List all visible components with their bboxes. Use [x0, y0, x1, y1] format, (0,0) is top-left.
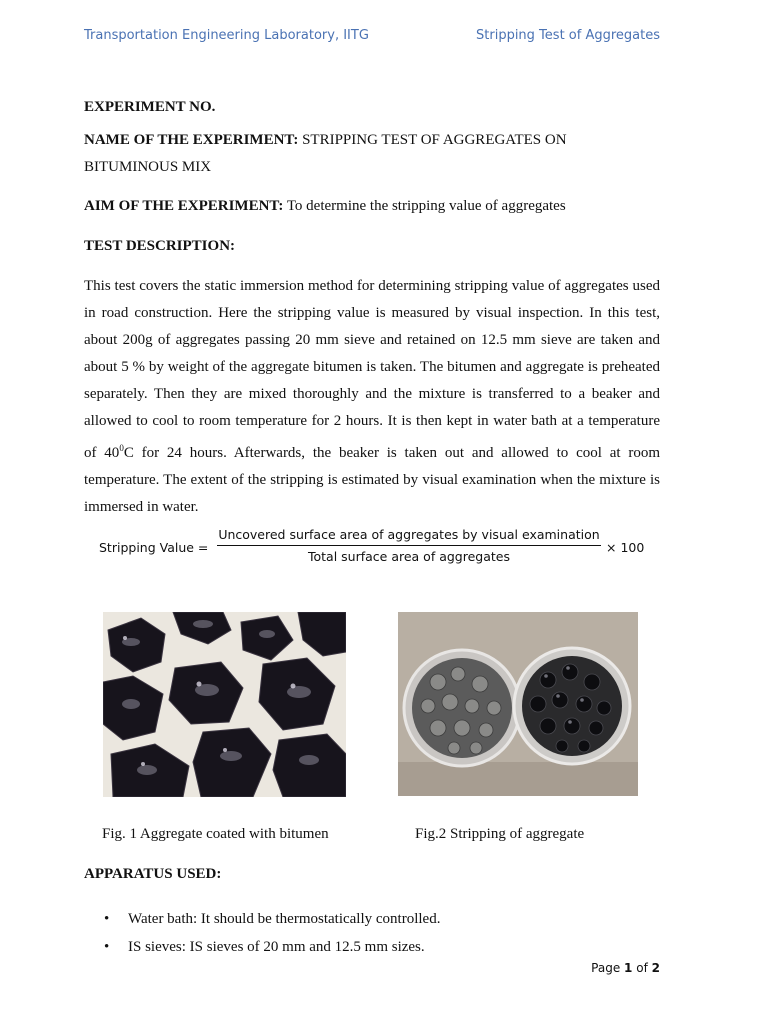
apparatus-list: [84, 905, 660, 961]
figure-1-caption: Fig. 1 Aggregate coated with bitumen: [102, 826, 329, 842]
header-lab-name: Transportation Engineering Laboratory, IITG: [84, 28, 369, 43]
experiment-name-value-cont: BITUMINOUS MIX: [84, 159, 212, 175]
formula-rhs: × 100: [606, 540, 645, 555]
experiment-no-label: EXPERIMENT NO.: [84, 99, 216, 115]
figure-aggregate-coated-image: [103, 612, 346, 797]
bullet-icon: •: [104, 911, 110, 927]
bullet-icon: •: [104, 939, 110, 955]
test-description-text-b: C for 24 hours. Afterwards, the beaker is taken out and allowed to cool at room temperature. The extent of the stripping is estimated by visual examination when the mixture is immersed in water.: [84, 445, 660, 515]
experiment-name-label: NAME OF THE EXPERIMENT:: [84, 132, 299, 148]
document-body: [84, 94, 660, 521]
aim-label: AIM OF THE EXPERIMENT:: [84, 198, 284, 214]
page-header: [84, 28, 660, 48]
formula-numerator: Uncovered surface area of aggregates by visual examination: [217, 527, 601, 546]
apparatus-item-water-bath: Water bath: It should be thermostatically controlled.: [128, 911, 441, 927]
page-label: Page: [591, 961, 621, 975]
aim-value: To determine the stripping value of aggregates: [286, 198, 566, 214]
stripping-value-formula: [99, 524, 659, 570]
test-description-text-a: This test covers the static immersion method for determining stripping value of aggregates used in road construction. Here the stripping value is measured by visual inspection. In this test, about 200g of aggregates passing 20 mm sieve and retained on 12.5 mm sieve are taken and about 5 % by weight of the aggregate bitumen is taken. The bitumen and aggregate is preheated separately. Then they are mixed thoroughly and the mixture is transferred to a beaker and allowed to cool to room temperature for 2 hours. It is then kept in water bath at a temperature of 40: [84, 278, 660, 461]
stripping-aggregate-photo: [398, 612, 638, 796]
list-item: [84, 933, 660, 961]
experiment-aim: [84, 193, 660, 220]
header-test-title: Stripping Test of Aggregates: [476, 28, 660, 43]
formula-fraction: [217, 527, 601, 564]
test-description-paragraph: [84, 273, 660, 521]
coated-aggregate-photo: [103, 612, 346, 797]
test-description-heading: TEST DESCRIPTION:: [84, 238, 236, 254]
experiment-name: [84, 127, 660, 181]
formula-lhs: Stripping Value =: [99, 540, 209, 555]
degree-superscript: 0: [119, 443, 124, 453]
apparatus-heading: APPARATUS USED:: [84, 866, 222, 882]
page-footer: [591, 961, 660, 975]
list-item: [84, 905, 660, 933]
experiment-name-value: STRIPPING TEST OF AGGREGATES ON: [302, 132, 567, 148]
formula-denominator: Total surface area of aggregates: [308, 549, 510, 564]
figure-2-caption: Fig.2 Stripping of aggregate: [415, 826, 585, 842]
page-number: 1: [624, 961, 633, 975]
page-of-label: of: [636, 961, 648, 975]
page-total: 2: [651, 961, 660, 975]
apparatus-item-is-sieves: IS sieves: IS sieves of 20 mm and 12.5 mm sizes.: [128, 939, 425, 955]
figure-stripping-image: [398, 612, 638, 796]
